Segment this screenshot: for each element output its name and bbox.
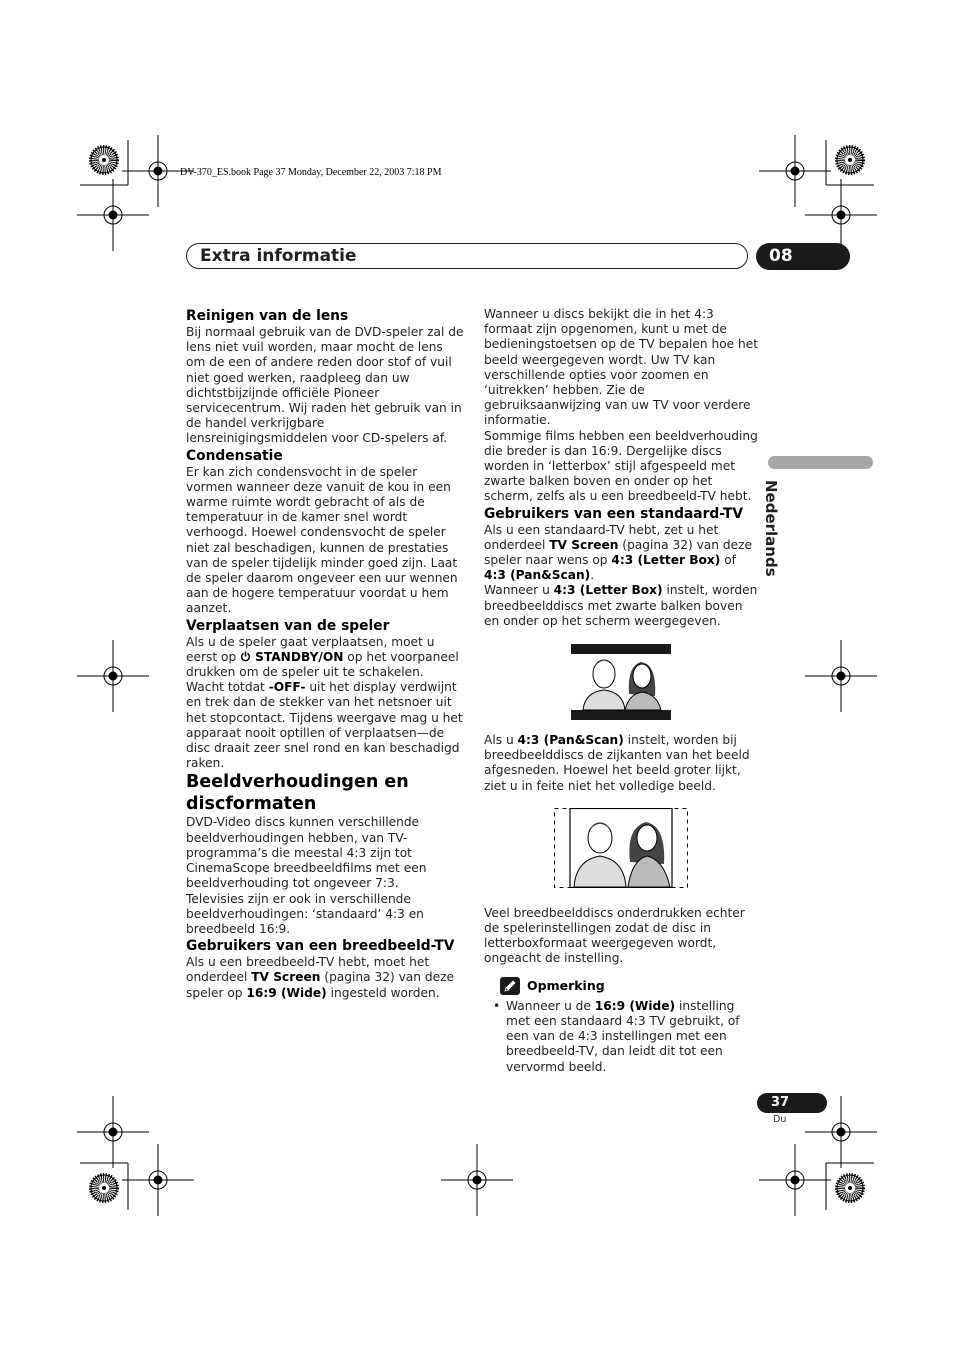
note-text: Wanneer u de 16:9 (Wide) instelling met een standaard 4:3 TV gebruikt, of een van de 4:3 instellingen met een breedbeeld-TV, dan leidt dit tot een vervormd beeld. — [506, 998, 740, 1074]
chapter-number: 08 — [769, 246, 793, 266]
heading-condensation: Condensatie — [186, 447, 283, 464]
panscan-setting-paragraph: Als u 4:3 (Pan&Scan) instelt, worden bij breedbeelddiscs de zijkanten van het beeld afgesneden. Hoewel het beeld groter lijkt, ziet u in feite niet het volledige beeld. — [484, 733, 750, 793]
heading-aspect-ratios: Beeldverhoudingen en discformaten — [186, 772, 409, 815]
override-paragraph: Veel breedbeelddiscs onderdrukken echter de spelerinstellingen zodat de disc in letterboxformaat weergegeven wordt, ongeacht de instelling. — [484, 905, 745, 966]
right-column — [484, 307, 760, 1075]
language-side-label: Nederlands — [762, 480, 780, 577]
note-bullet — [484, 999, 760, 1075]
panscan-illustration-area — [484, 794, 760, 906]
letterbox-illustration-area — [484, 629, 760, 733]
panscan-illustration — [554, 808, 688, 888]
note-title: Opmerking — [527, 978, 605, 994]
page-title: Extra informatie — [200, 246, 357, 266]
lens-paragraph: Bij normaal gebruik van de DVD-speler zal de lens niet vuil worden, maar mocht de lens om de een of andere reden door stof of vuil niet goed werken, raadpleeg dan uw dichtstbijzijnde officiële Pioneer servicecentrum. Wij raden het gebruik van in de handel verkrijgbare lensreinigingsmiddelen voor CD-spelers af. — [186, 325, 464, 446]
letterbox-illustration — [571, 644, 671, 720]
note-heading — [500, 977, 760, 995]
bullet-icon: • — [493, 998, 501, 1013]
left-column — [186, 307, 464, 1001]
moving-paragraph: Als u de speler gaat verplaatsen, moet u eerst op STANDBY/ON op het voorpaneel drukken om de speler uit te schakelen. Wacht totdat -OFF- uit het display verdwijnt en trek dan de stekker van het netsnoer uit het stopcontact. Tijdens weergave mag u het apparaat nooit optillen of verplaatsen—de disc draait zeer snel rond en kan beschadigd raken. — [186, 634, 463, 771]
zoom-paragraph: Wanneer u discs bekijkt die in het 4:3 formaat zijn opgenomen, kunt u met de bedieningstoetsen op de TV bepalen hoe het beeld weergegeven wordt. Uw TV kan verschillende opties voor zoomen en ‘uitrekken’ hebben. Zie de gebruiksaanwijzing van uw TV voor verdere informatie. — [484, 307, 759, 428]
page-language-code: Du — [773, 1114, 787, 1125]
heading-standard-tv-users: Gebruikers van een standaard-TV — [484, 505, 744, 522]
heading-lens: Reinigen van de lens — [186, 308, 349, 324]
heading-widescreen-users: Gebruikers van een breedbeeld-TV — [186, 938, 455, 955]
power-icon — [240, 651, 251, 662]
aspect-paragraph-2: Televisies zijn er ook in verschillende beeldverhoudingen: ‘standaard’ 4:3 en breedbeeld 16:9. — [186, 891, 424, 936]
pencil-note-icon — [500, 977, 520, 995]
heading-moving: Verplaatsen van de speler — [186, 617, 390, 634]
letterbox-films-paragraph: Sommige films hebben een beeldverhouding die breder is dan 16:9. Dergelijke discs worden in ‘letterbox’ stijl afgespeeld met zwarte balken boven en onder op het scherm, zelfs als u een breedbeeld-TV hebt. — [484, 428, 758, 504]
letterbox-setting-paragraph: Wanneer u 4:3 (Letter Box) instelt, worden breedbeelddiscs met zwarte balken boven en onder op het scherm weergegeven. — [484, 583, 758, 628]
book-info-line: DV-370_ES.book Page 37 Monday, December 22, 2003 7:18 PM — [180, 167, 442, 178]
condensation-paragraph: Er kan zich condensvocht in de speler vormen wanneer deze vanuit de kou in een warme ruimte wordt gebracht of als de temperatuur in de kamer snel wordt verhoogd. Hoewel condensvocht de speler niet zal beschadigen, kunnen de prestaties van de speler tijdelijk minder goed zijn. Laat de speler daarom ongeveer een uur wennen aan de hogere temperatuur voordat u hem aanzet. — [186, 464, 458, 616]
page-number: 37 — [771, 1095, 790, 1110]
aspect-paragraph-1: DVD-Video discs kunnen verschillende beeldverhoudingen hebben, van TV-programma’s die meestal 4:3 zijn tot CinemaScope breedbeeldfilms met een beeldverhouding tot ongeveer 7:3. — [186, 815, 427, 891]
language-tab-bar — [768, 456, 873, 469]
standard-tv-paragraph: Als u een standaard-TV hebt, zet u het onderdeel TV Screen (pagina 32) van deze speler naar wens op 4:3 (Letter Box) of 4:3 (Pan&Scan). — [484, 522, 753, 583]
widescreen-paragraph: Als u een breedbeeld-TV hebt, moet het onderdeel TV Screen (pagina 32) van deze speler op 16:9 (Wide) ingesteld worden. — [186, 955, 455, 1000]
page-number-tab — [757, 1093, 827, 1113]
